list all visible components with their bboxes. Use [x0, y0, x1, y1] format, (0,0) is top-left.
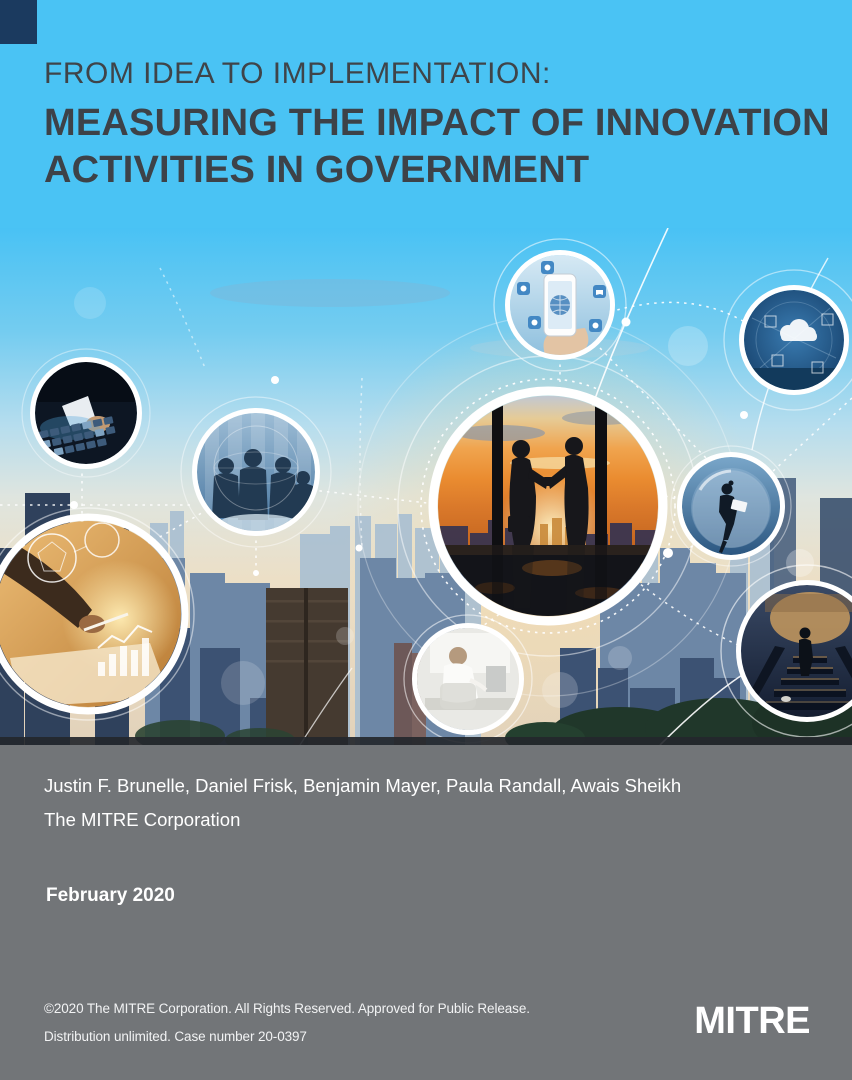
- authors-block: [44, 769, 681, 837]
- photo-bottom-shadow: [0, 737, 852, 745]
- team-meeting-bubble: [195, 411, 318, 535]
- copyright-line-2: Distribution unlimited. Case number 20-0397: [44, 1029, 307, 1044]
- publication-date: February 2020: [46, 885, 175, 906]
- hero-photo: [0, 228, 852, 745]
- cloud: [210, 279, 450, 307]
- report-subtitle: FROM IDEA TO IMPLEMENTATION:: [44, 57, 551, 90]
- authors: Justin F. Brunelle, Daniel Frisk, Benjamin Mayer, Paula Randall, Awais Sheikh: [44, 775, 682, 796]
- tablet-hands-bubble: [33, 360, 140, 467]
- mitre-logo: MITRE: [694, 1000, 810, 1042]
- copyright-notice: [44, 995, 530, 1051]
- corner-accent-tab: [0, 0, 37, 44]
- smartphone-social-bubble: [508, 253, 613, 358]
- desk-worker-bubble: [415, 626, 522, 733]
- person-in-bubble-laptop-bubble: [680, 455, 783, 558]
- digital-city-bubble: [742, 288, 847, 393]
- page-title: [44, 100, 830, 194]
- brown-tower: [266, 588, 348, 745]
- title-band: [0, 0, 852, 228]
- footer-band: [0, 745, 852, 1080]
- hero-photo-svg: [0, 228, 852, 745]
- copyright-line-1: ©2020 The MITRE Corporation. All Rights Reserved. Approved for Public Release.: [44, 1001, 530, 1016]
- organization: The MITRE Corporation: [44, 809, 241, 830]
- climbing-stairs-bubble: [739, 583, 852, 720]
- title-line-1: MEASURING THE IMPACT OF INNOVATION: [44, 102, 830, 144]
- title-line-2: ACTIVITIES IN GOVERNMENT: [44, 149, 590, 191]
- writing-analytics-bubble: [0, 517, 185, 711]
